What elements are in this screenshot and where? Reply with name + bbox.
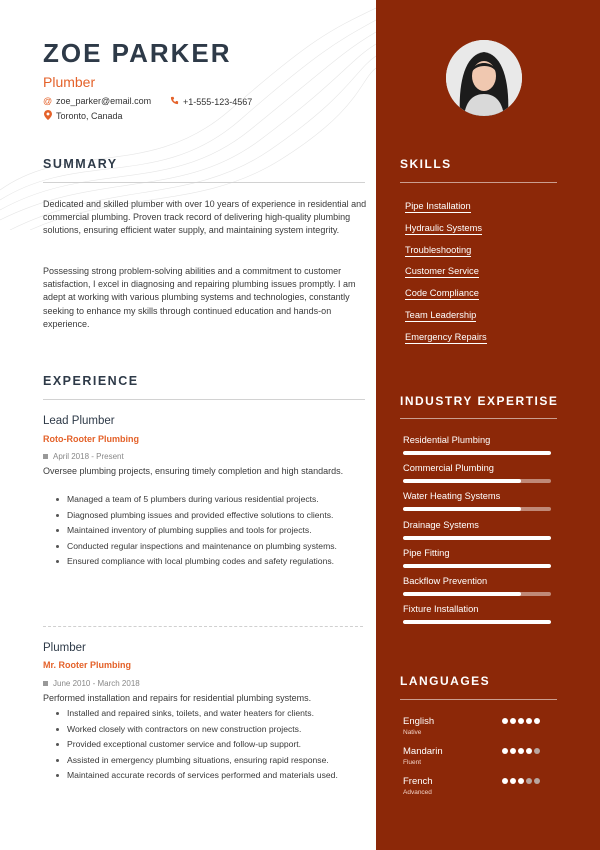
languages-heading: LANGUAGES xyxy=(400,674,491,688)
list-item: Maintained inventory of plumbing supplies and tools for projects. xyxy=(56,525,351,536)
calendar-icon xyxy=(43,681,48,686)
rating-dot xyxy=(502,718,508,724)
skill-item: Troubleshooting xyxy=(405,245,472,255)
candidate-name: ZOE PARKER xyxy=(43,38,232,68)
expertise-label: Commercial Plumbing xyxy=(403,463,494,474)
summary-divider xyxy=(43,182,365,183)
phone-contact xyxy=(170,96,252,107)
expertise-bar-fill xyxy=(403,620,551,624)
expertise-label: Fixture Installation xyxy=(403,604,479,615)
expertise-divider xyxy=(400,418,557,419)
list-item: Managed a team of 5 plumbers during various residential projects. xyxy=(56,494,351,505)
calendar-icon xyxy=(43,454,48,459)
expertise-bar xyxy=(403,564,551,568)
rating-dot xyxy=(534,718,540,724)
language-name: French xyxy=(403,776,433,787)
rating-dot xyxy=(526,778,532,784)
expertise-label: Pipe Fitting xyxy=(403,547,450,558)
skill-item: Code Compliance xyxy=(405,288,479,298)
expertise-bar-fill xyxy=(403,507,521,511)
rating-dot xyxy=(518,748,524,754)
expertise-bar xyxy=(403,479,551,483)
summary-paragraph-2: Possessing strong problem-solving abilities and a commitment to customer satisfaction, I excel in diagnosing and repairing plumbing issues promptly. I am adept at working with various plumbing systems and technologies, constantly seeking to enhance my skills through continued education and hands-on experience. xyxy=(43,266,356,329)
at-sign-icon: @ xyxy=(43,96,53,106)
job-2-description: Performed installation and repairs for residential plumbing systems. xyxy=(43,693,312,703)
rating-dot xyxy=(534,748,540,754)
job-1-dates-text: April 2018 - Present xyxy=(53,452,124,461)
rating-dot xyxy=(502,778,508,784)
rating-dot xyxy=(526,718,532,724)
rating-dot xyxy=(510,778,516,784)
list-item: Diagnosed plumbing issues and provided effective solutions to clients. xyxy=(56,510,351,521)
language-name: Mandarin xyxy=(403,746,443,757)
skill-item: Team Leadership xyxy=(405,310,477,320)
rating-dot xyxy=(534,778,540,784)
expertise-bar-fill xyxy=(403,479,521,483)
job-1-company: Roto-Rooter Plumbing xyxy=(43,434,139,444)
list-item: Worked closely with contractors on new construction projects. xyxy=(56,724,351,735)
list-item: Installed and repaired sinks, toilets, and water heaters for clients. xyxy=(56,708,351,719)
job-2-dates-text: June 2010 - March 2018 xyxy=(53,679,140,688)
expertise-label: Backflow Prevention xyxy=(403,576,488,586)
rating-dot xyxy=(502,748,508,754)
expertise-bar xyxy=(403,536,551,540)
rating-dot xyxy=(510,718,516,724)
skill-item: Customer Service xyxy=(405,266,479,276)
job-title-heading: Plumber xyxy=(43,74,96,90)
language-rating xyxy=(502,748,540,754)
location-text: Toronto, Canada xyxy=(56,111,123,121)
list-item: Conducted regular inspections and maintenance on plumbing systems. xyxy=(56,541,351,552)
list-item: Maintained accurate records of services performed and materials used. xyxy=(56,770,351,781)
phone-text[interactable]: +1-555-123-4567 xyxy=(183,96,253,107)
job-separator xyxy=(43,626,363,627)
expertise-bar xyxy=(403,592,551,596)
job-1-title: Lead Plumber xyxy=(43,415,115,427)
expertise-bar xyxy=(403,507,551,511)
list-item: Assisted in emergency plumbing situations, ensuring rapid response. xyxy=(56,755,351,766)
email-contact xyxy=(43,96,151,106)
location-pin-icon xyxy=(43,110,52,122)
job-1-bullets xyxy=(56,494,351,572)
experience-heading: EXPERIENCE xyxy=(43,374,139,388)
expertise-bar-fill xyxy=(403,592,521,596)
expertise-bar xyxy=(403,620,551,624)
phone-icon xyxy=(170,96,179,107)
skill-item: Emergency Repairs xyxy=(405,332,487,342)
expertise-bar xyxy=(403,451,551,455)
job-2-dates xyxy=(43,679,140,688)
summary-paragraph-1: Dedicated and skilled plumber with over 10 years of experience in residential and commercial plumbing. Proven track record of delivering high-quality plumbing solutions, ensuring efficient water supply, and maintaining system integrity. xyxy=(43,199,367,236)
rating-dot xyxy=(526,748,532,754)
expertise-bar-fill xyxy=(403,451,551,455)
skills-divider xyxy=(400,182,557,183)
expertise-bar-fill xyxy=(403,536,551,540)
rating-dot xyxy=(518,718,524,724)
expertise-label: Residential Plumbing xyxy=(403,435,491,445)
skills-heading: SKILLS xyxy=(400,157,452,171)
summary-heading: SUMMARY xyxy=(43,157,118,171)
expertise-heading: INDUSTRY EXPERTISE xyxy=(400,394,559,408)
rating-dot xyxy=(518,778,524,784)
location-contact xyxy=(43,110,123,122)
language-rating xyxy=(502,718,540,724)
skill-item: Pipe Installation xyxy=(405,201,471,211)
experience-divider xyxy=(43,399,365,400)
language-level: Fluent xyxy=(403,759,422,766)
profile-photo xyxy=(446,40,522,116)
job-1-dates xyxy=(43,452,124,461)
expertise-label: Water Heating Systems xyxy=(403,491,501,502)
expertise-bar-fill xyxy=(403,564,551,568)
email-text[interactable]: zoe_parker@email.com xyxy=(56,96,152,106)
skill-item: Hydraulic Systems xyxy=(405,223,482,233)
language-rating xyxy=(502,778,540,784)
job-1-description: Oversee plumbing projects, ensuring timely completion and high standards. xyxy=(43,466,344,476)
job-2-company: Mr. Rooter Plumbing xyxy=(43,660,132,670)
rating-dot xyxy=(510,748,516,754)
job-2-bullets xyxy=(56,708,351,786)
language-name: English xyxy=(403,716,435,727)
language-level: Advanced xyxy=(403,789,432,796)
languages-divider xyxy=(400,699,557,700)
job-2-title: Plumber xyxy=(43,642,86,654)
expertise-label: Drainage Systems xyxy=(403,519,479,530)
list-item: Ensured compliance with local plumbing codes and safety regulations. xyxy=(56,556,351,567)
language-level: Native xyxy=(403,729,422,736)
list-item: Provided exceptional customer service and follow-up support. xyxy=(56,739,351,750)
